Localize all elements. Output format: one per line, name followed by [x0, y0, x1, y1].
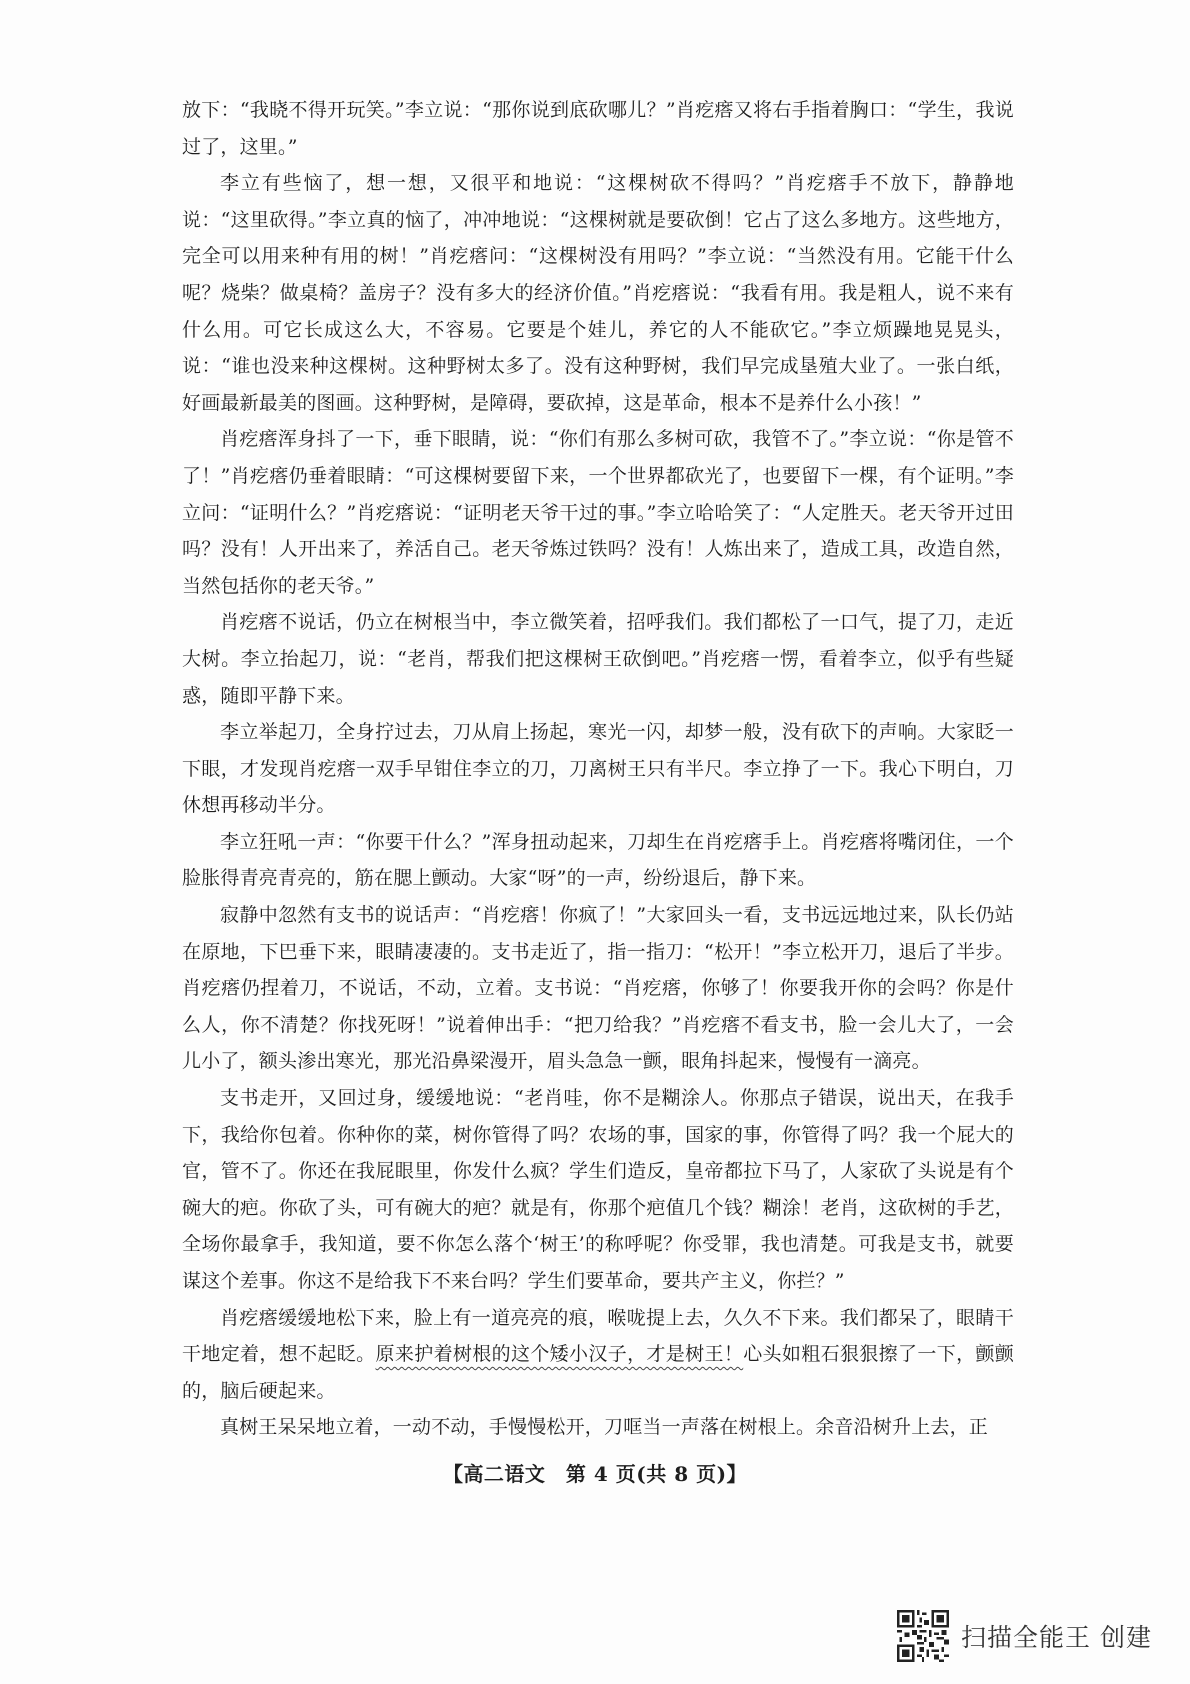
paragraph-1: 放下：“我晓不得开玩笑。”李立说：“那你说到底砍哪儿？”肖疙瘩又将右手指着胸口：“学生，我说过了，这里。” [182, 99, 1014, 158]
paragraph-5: 李立举起刀，全身拧过去，刀从肩上扬起，寒光一闪，却梦一般，没有砍下的声响。大家眨一下眼，才发现肖疙瘩一双手早钳住李立的刀，刀离树王只有半尺。李立挣了一下。我心下明白，刀休想再移动半分。 [182, 721, 1014, 817]
paragraph-3: 肖疙瘩浑身抖了一下，垂下眼睛，说：“你们有那么多树可砍，我管不了。”李立说：“你是管不了！”肖疙瘩仍垂着眼睛：“可这棵树要留下来，一个世界都砍光了，也要留下一棵，有个证明。”李立问：“证明什么？”肖疙瘩说：“证明老天爷干过的事。”李立哈哈笑了：“人定胜天。老天爷开过田吗？没有！人开出来了，养活自己。老天爷炼过铁吗？没有！人炼出来了，造成工具，改造自然，当然包括你的老天爷。” [182, 428, 1014, 597]
watermark-text: 扫描全能王 创建 [961, 1623, 1152, 1652]
paragraph-7: 寂静中忽然有支书的说话声：“肖疙瘩！你疯了！”大家回头一看，支书远远地过来，队长仍站在原地，下巴垂下来，眼睛凄凄的。支书走近了，指一指刀：“松开！”李立松开刀，退后了半步。肖疙瘩仍捏着刀，不说话，不动，立着。支书说：“肖疙瘩，你够了！你要我开你的会吗？你是什么人，你不清楚？你找死呀！”说着伸出手：“把刀给我？”肖疙瘩不看支书，脸一会儿大了，一会儿小了，额头渗出寒光，那光沿鼻梁漫开，眉头急急一颤，眼角抖起来，慢慢有一滴亮。 [182, 904, 1014, 1073]
paragraph-9-text: 肖疙瘩缓缓地松下来，脸上有一道亮亮的痕，喉咙提上去，久久不下来。我们都呆了，眼睛干干地定着，想不起眨。 [182, 1306, 1014, 1366]
wavy-underlined-sentence: 原来护着树根的这个矮小汉子，才是树王！ [375, 1343, 744, 1366]
paragraph-2: 李立有些恼了，想一想，又很平和地说：“这棵树砍不得吗？”肖疙瘩手不放下，静静地说：“这里砍得。”李立真的恼了，冲冲地说：“这棵树就是要砍倒！它占了这么多地方。这些地方，完全可以用来种有用的树！”肖疙瘩问：“这棵树没有用吗？”李立说：“当然没有用。它能干什么呢？烧柴？做桌椅？盖房子？没有多大的经济价值。”肖疙瘩说：“我看有用。我是粗人，说不来有什么用。可它长成这么大，不容易。它要是个娃儿，养它的人不能砍它。”李立烦躁地晃晃头，说：“谁也没来种这棵树。这种野树太多了。没有这种野树，我们早完成垦殖大业了。一张白纸，好画最新最美的图画。这种野树，是障碍，要砍掉，这是革命，根本不是养什么小孩！” [182, 172, 1014, 414]
paragraph-8: 支书走开，又回过身，缓缓地说：“老肖哇，你不是糊涂人。你那点子错误，说出天，在我手下，我给你包着。你种你的菜，树你管得了吗？农场的事，国家的事，你管得了吗？我一个屁大的官，管不了。你还在我屁眼里，你发什么疯？学生们造反，皇帝都拉下马了，人家砍了头说是有个碗大的疤。你砍了头，可有碗大的疤？就是有，你那个疤值几个钱？糊涂！老肖，这砍树的手艺，全场你最拿手，我知道，要不你怎么落个‘树王’的称呼呢？你受罪，我也清楚。可我是支书，就要谋这个差事。你这不是给我下不来台吗？学生们要革命，要共产主义，你拦？” [182, 1087, 1014, 1292]
paragraph-9-text-after: 心头如粗石狠狠擦了一下，颤颤的，脑后硬起来。 [182, 1343, 1014, 1402]
qr-code-icon [897, 1610, 949, 1662]
paragraph-6: 李立狂吼一声：“你要干什么？”浑身扭动起来，刀却生在肖疙瘩手上。肖疙瘩将嘴闭住，一个脸胀得青亮青亮的，筋在腮上颤动。大家“呀”的一声，纷纷退后，静下来。 [182, 830, 1014, 890]
body-text [182, 92, 1014, 1446]
paragraph-9 [182, 1300, 1014, 1410]
paragraph-4: 肖疙瘩不说话，仍立在树根当中，李立微笑着，招呼我们。我们都松了一口气，提了刀，走近大树。李立抬起刀，说：“老肖，帮我们把这棵树王砍倒吧。”肖疙瘩一愣，看着李立，似乎有些疑惑，随即平静下来。 [182, 611, 1014, 707]
paragraph-10: 真树王呆呆地立着，一动不动，手慢慢松开，刀哐当一声落在树根上。余音沿树升上去，正 [220, 1416, 989, 1439]
scanner-watermark [897, 1608, 1152, 1664]
page-footer: 【高二语文 第 4 页(共 8 页)】 [442, 1462, 748, 1486]
